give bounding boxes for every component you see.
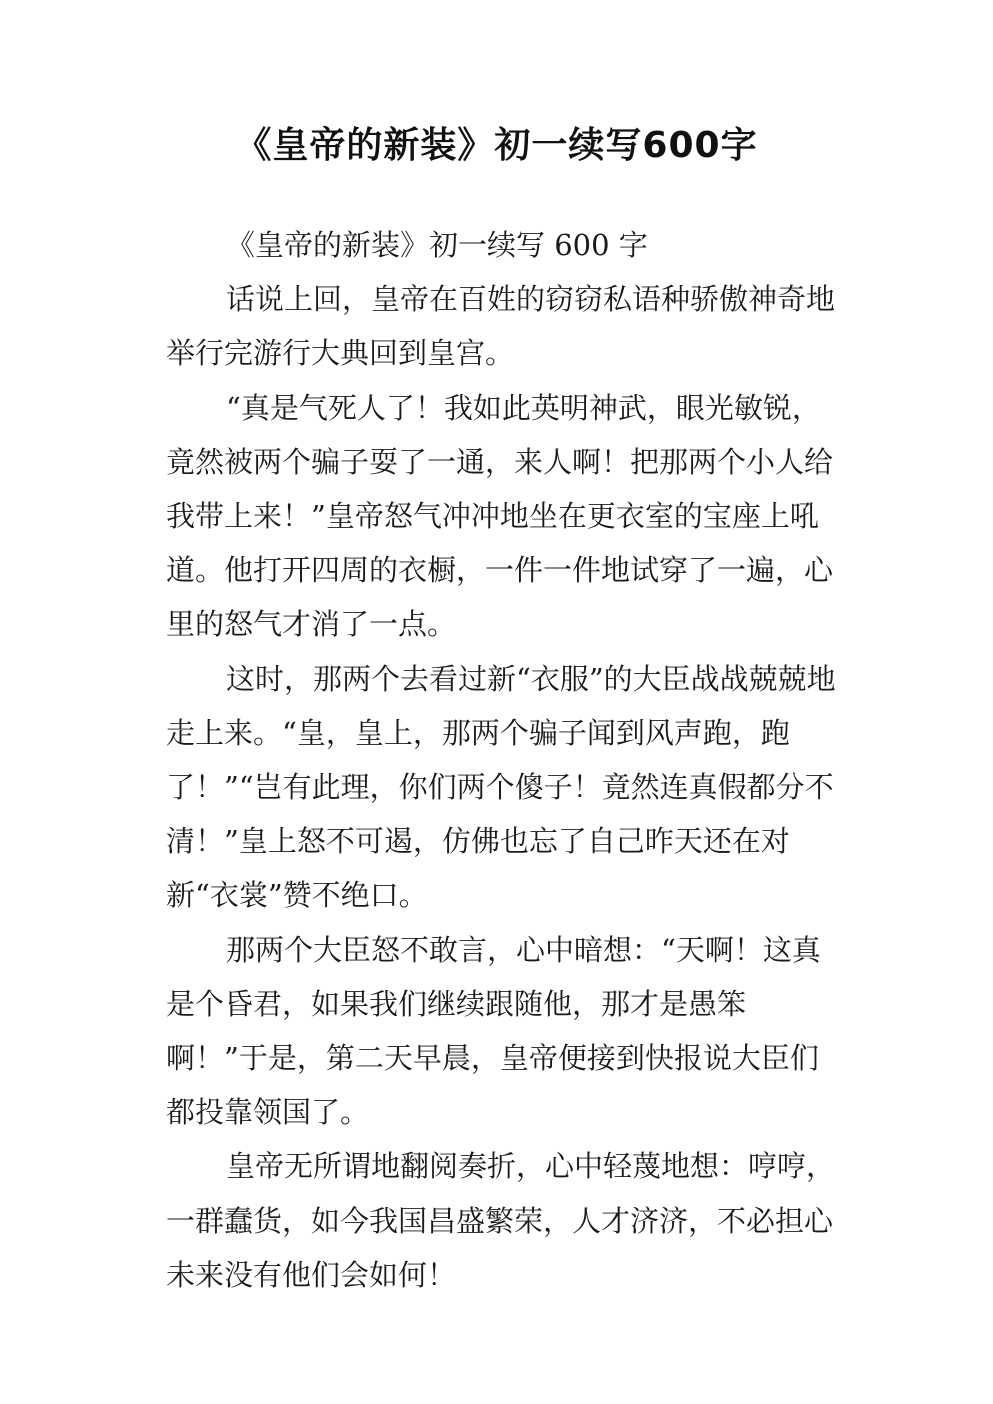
article-body	[166, 218, 846, 1302]
paragraph: 那两个大臣怒不敢言，心中暗想：“天啊！这真是个昏君，如果我们继续跟随他，那才是愚笨啊！”于是，第二天早晨，皇帝便接到快报说大臣们都投靠领国了。	[166, 932, 821, 1130]
paragraph: 话说上回，皇帝在百姓的窃窃私语种骄傲神奇地举行完游行大典回到皇宫。	[166, 282, 836, 371]
paragraph: 《皇帝的新装》初一续写 600 字	[226, 228, 648, 262]
paragraph: “真是气死人了！我如此英明神武，眼光敏锐，竟然被两个骗子耍了一通，来人啊！把那两个小人给我带上来！”皇帝怒气冲冲地坐在更衣室的宝座上吼道。他打开四周的衣橱，一件一件地试穿了一遍，心里的怒气才消了一点。	[166, 390, 834, 642]
page-title: 《皇帝的新装》初一续写600字	[235, 125, 758, 166]
paragraph: 皇帝无所谓地翻阅奏折，心中轻蔑地想：哼哼，一群蠢货，如今我国昌盛繁荣，人才济济，不必担心未来没有他们会如何！	[166, 1149, 836, 1292]
paragraph: 这时，那两个去看过新“衣服”的大臣战战兢兢地走上来。“皇，皇上，那两个骗子闻到风声跑，跑了！”“岂有此理，你们两个傻子！竟然连真假都分不清！”皇上怒不可遏，仿佛也忘了自己昨天还在对新“衣裳”赞不绝口。	[166, 661, 836, 913]
